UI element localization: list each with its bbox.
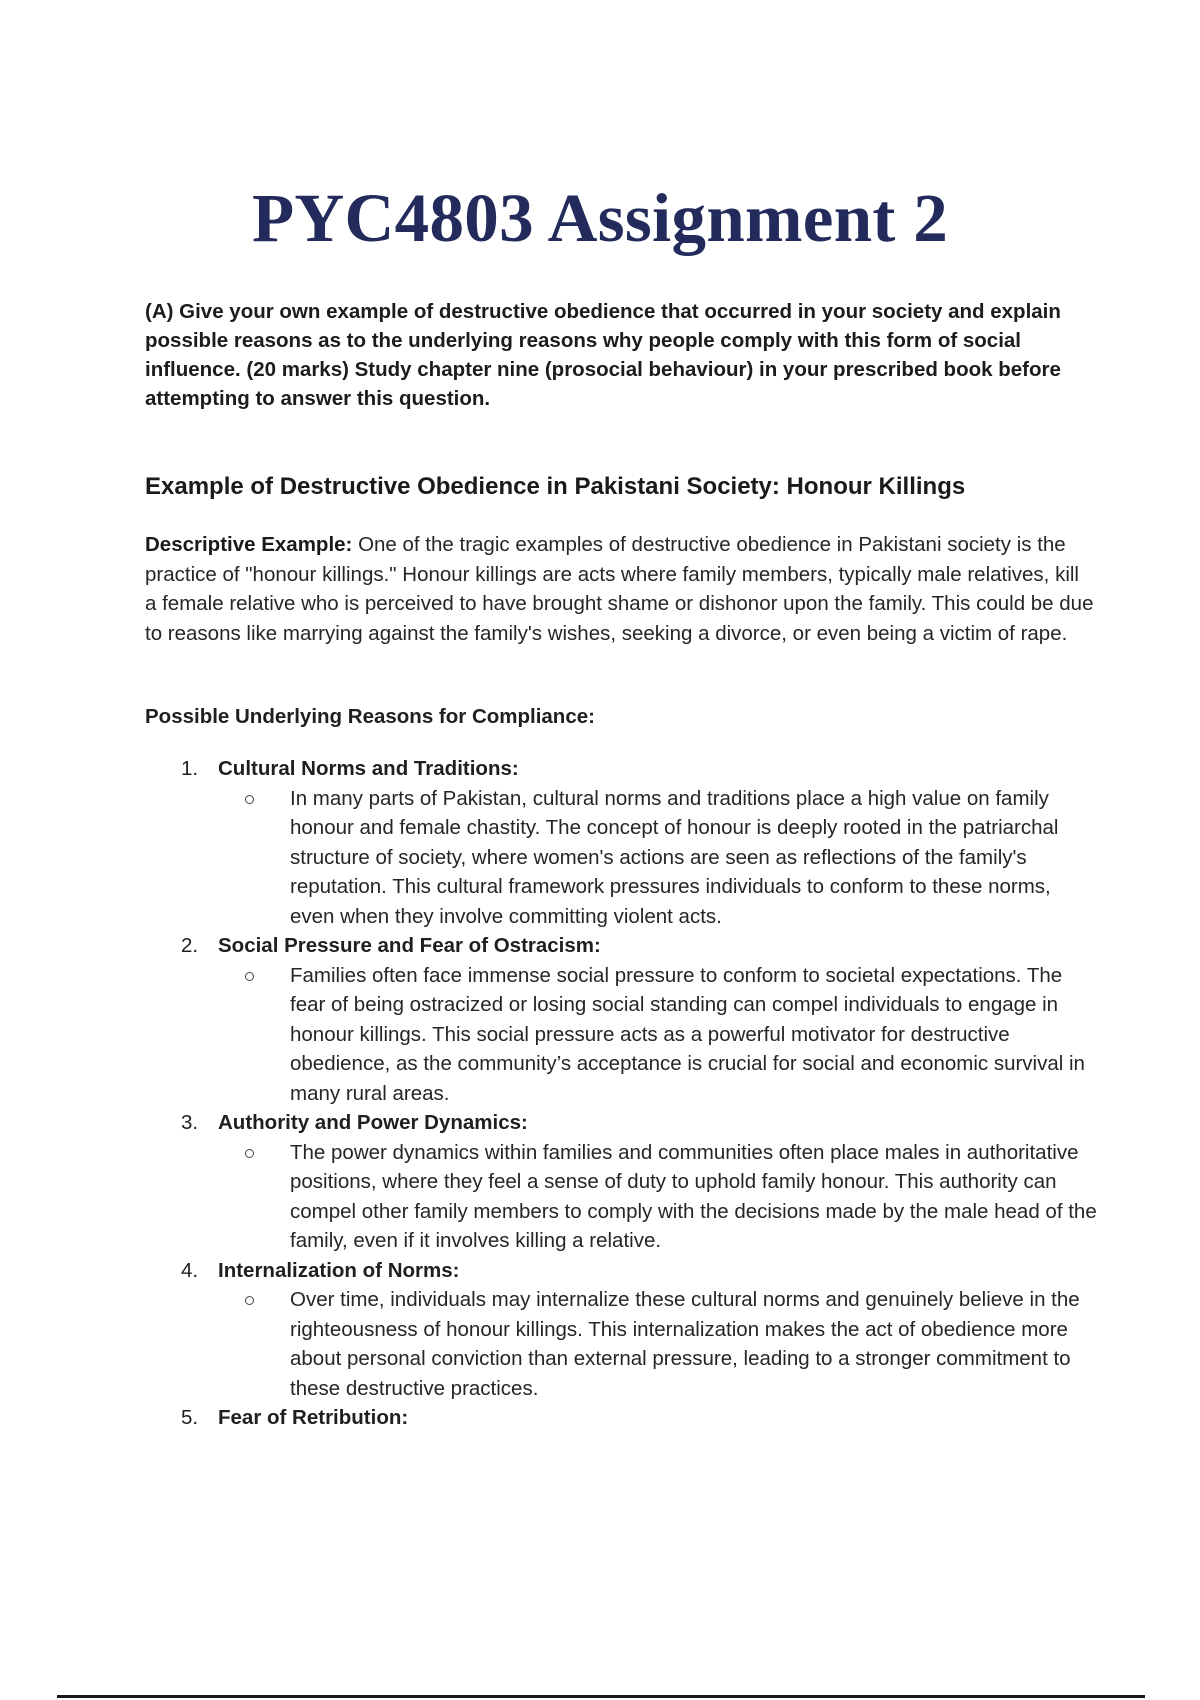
- descriptive-example-text: One of the tragic examples of destructive obedience in Pakistani society is the practice of "honour killings." Honour killings are acts where family members, typically male relatives, kill a female relative who is perceived to have brought shame or dishonor upon the family. This could be due to reasons like marrying against the family's wishes, seeking a divorce, or even being a victim of rape.: [145, 533, 1094, 645]
- descriptive-example-paragraph: [145, 530, 1095, 648]
- reason-number: 5.: [181, 1406, 199, 1429]
- reason-item: [145, 754, 1105, 931]
- reason-title: Authority and Power Dynamics:: [218, 1111, 528, 1134]
- assignment-question: (A) Give your own example of destructive obedience that occurred in your society and explain possible reasons as to the underlying reasons why people comply with this form of social influence. (20 marks) Study chapter nine (prosocial behaviour) in your prescribed book before attempting to answer this question.: [145, 300, 1061, 410]
- reasons-list: [145, 754, 1105, 1433]
- reason-detail: Over time, individuals may internalize these cultural norms and genuinely believe in the righteousness of honour killings. This internalization makes the act of obedience more about personal conviction than external pressure, leading to a stronger commitment to these destructive practices.: [218, 1285, 1098, 1403]
- document-title: PYC4803 Assignment 2: [251, 180, 949, 256]
- section-heading: Example of Destructive Obedience in Pakistani Society: Honour Killings: [145, 473, 966, 500]
- reason-title: Cultural Norms and Traditions:: [218, 757, 519, 780]
- hollow-bullet-icon: [245, 1296, 254, 1305]
- reason-item: [145, 1403, 1105, 1433]
- reasons-subheading: Possible Underlying Reasons for Compliance:: [145, 705, 595, 728]
- reason-title: Fear of Retribution:: [218, 1406, 409, 1429]
- reason-item: [145, 931, 1105, 1108]
- reason-number: 1.: [181, 757, 199, 780]
- page-bottom-rule: [57, 1695, 1145, 1698]
- hollow-bullet-icon: [245, 1149, 254, 1158]
- reason-detail: In many parts of Pakistan, cultural norms and traditions place a high value on family honour and female chastity. The concept of honour is deeply rooted in the patriarchal structure of society, where women's actions are seen as reflections of the family's reputation. This cultural framework pressures individuals to conform to these norms, even when they involve committing violent acts.: [218, 784, 1098, 932]
- reason-item: [145, 1256, 1105, 1404]
- reason-number: 2.: [181, 934, 199, 957]
- reason-title: Internalization of Norms:: [218, 1258, 460, 1282]
- reason-number: 3.: [181, 1111, 199, 1134]
- reason-detail: Families often face immense social pressure to conform to societal expectations. The fear of being ostracized or losing social standing can compel individuals to engage in honour killings. This social pressure acts as a powerful motivator for destructive obedience, as the community’s acceptance is crucial for social and economic survival in many rural areas.: [218, 961, 1098, 1109]
- reason-number: 4.: [181, 1258, 199, 1282]
- reason-item: [145, 1108, 1105, 1256]
- descriptive-example-label: Descriptive Example:: [145, 533, 353, 556]
- hollow-bullet-icon: [245, 795, 254, 804]
- hollow-bullet-icon: [245, 972, 254, 981]
- reason-title: Social Pressure and Fear of Ostracism:: [218, 934, 601, 957]
- reason-detail: The power dynamics within families and communities often place males in authoritative positions, where they feel a sense of duty to uphold family honour. This authority can compel other family members to comply with the decisions made by the male head of the family, even if it involves killing a relative.: [218, 1138, 1098, 1256]
